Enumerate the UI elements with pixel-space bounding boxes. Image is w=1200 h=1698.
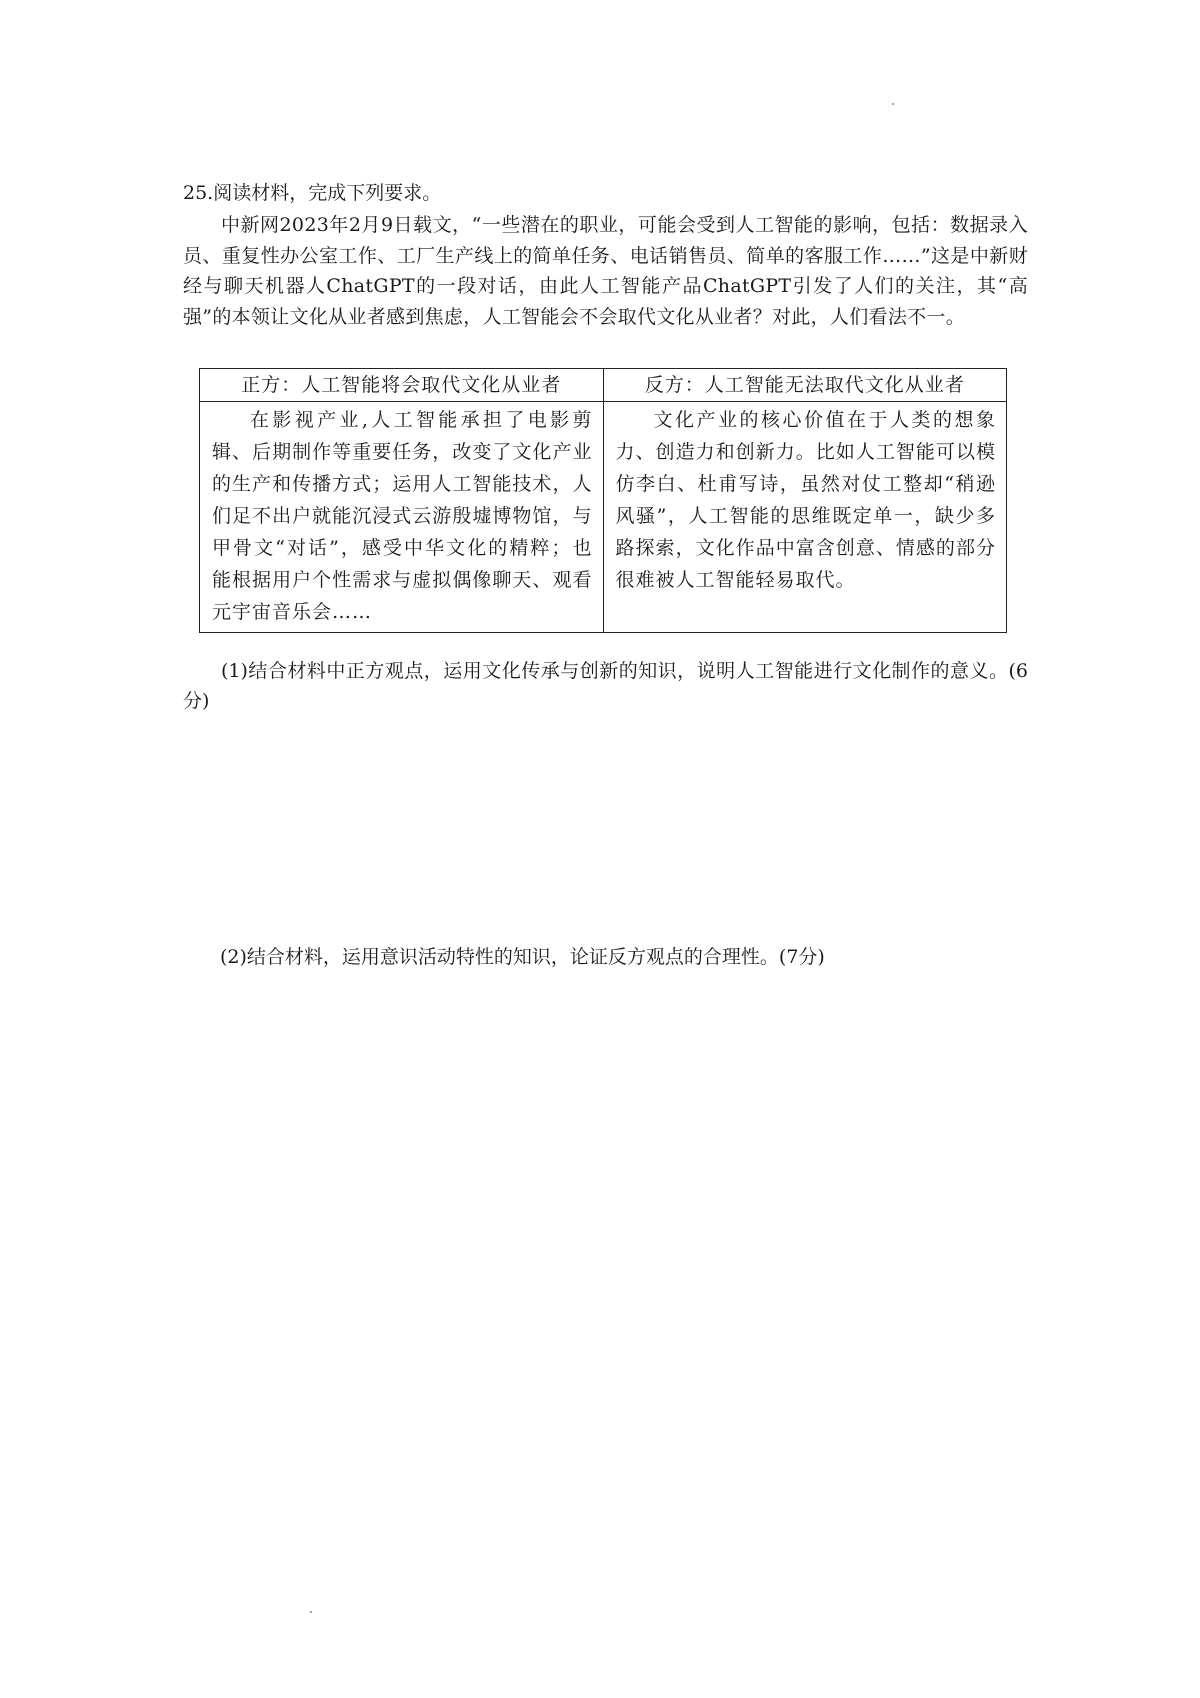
material-paragraph: 中新网2023年2月9日载文，“一些潜在的职业，可能会受到人工智能的影响，包括：数据录入员、重复性办公室工作、工厂生产线上的简单任务、电话销售员、简单的客服工作……”这是中新财经与聊天机器人ChatGPT的一段对话，由此人工智能产品ChatGPT引发了人们的关注，其“高强”的本领让文化从业者感到焦虑，人工智能会不会取代文化从业者？对此，人们看法不一。 bbox=[183, 214, 1028, 328]
scan-speck bbox=[892, 103, 894, 105]
scan-speck bbox=[310, 1611, 312, 1613]
views-table bbox=[199, 368, 1007, 633]
sub-question-1: (1)结合材料中正方观点，运用文化传承与创新的知识，说明人工智能进行文化制作的意义。(6分) bbox=[183, 660, 1028, 712]
con-view-content: 文化产业的核心价值在于人类的想象力、创造力和创新力。比如人工智能可以模仿李白、杜甫写诗，虽然对仗工整却“稍逊风骚”，人工智能的思维既定单一，缺少多路探索，文化作品中富含创意、情感的部分很难被人工智能轻易取代。 bbox=[603, 402, 1007, 633]
table-header-row bbox=[200, 369, 1007, 402]
pro-view-header: 正方：人工智能将会取代文化从业者 bbox=[200, 369, 604, 402]
table-row bbox=[200, 402, 1007, 633]
question-title: 25.阅读材料，完成下列要求。 bbox=[183, 182, 442, 204]
con-view-header: 反方：人工智能无法取代文化从业者 bbox=[603, 369, 1007, 402]
sub-question-2: (2)结合材料，运用意识活动特性的知识，论证反方观点的合理性。(7分) bbox=[220, 946, 825, 968]
pro-view-content: 在影视产业,人工智能承担了电影剪辑、后期制作等重要任务，改变了文化产业的生产和传播方式；运用人工智能技术，人们足不出户就能沉浸式云游殷墟博物馆，与甲骨文“对话”，感受中华文化的精粹；也能根据用户个性需求与虚拟偶像聊天、观看元宇宙音乐会…… bbox=[200, 402, 604, 633]
